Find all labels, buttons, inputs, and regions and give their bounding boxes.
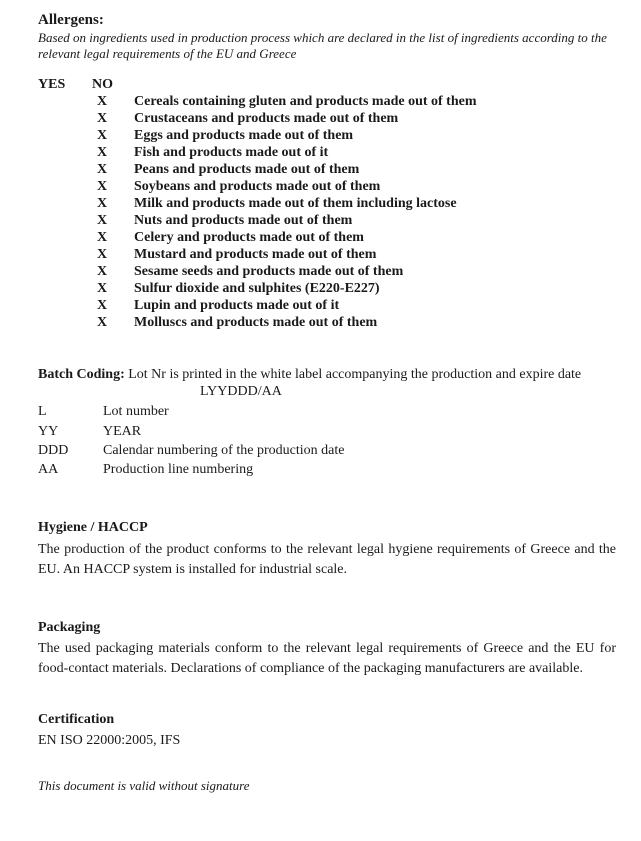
allergen-no-mark: X <box>97 179 108 194</box>
allergen-label: Sesame seeds and products made out of them <box>134 264 404 279</box>
allergen-label: Eggs and products made out of them <box>134 128 354 143</box>
allergen-no-mark: X <box>97 264 108 279</box>
allergen-no-mark: X <box>97 162 108 177</box>
batch-code-desc: YEAR <box>103 424 142 439</box>
allergen-row <box>0 264 641 281</box>
allergen-row <box>0 281 641 298</box>
allergen-label: Celery and products made out of them <box>134 230 364 245</box>
allergen-no-mark: X <box>97 315 108 330</box>
signature-note: This document is valid without signature <box>38 778 250 793</box>
allergen-row <box>0 247 641 264</box>
allergen-no-mark: X <box>97 298 108 313</box>
allergen-row <box>0 213 641 230</box>
allergen-no-mark: X <box>97 196 108 211</box>
hygiene-title: Hygiene / HACCP <box>38 520 148 535</box>
allergen-label: Molluscs and products made out of them <box>134 315 378 330</box>
allergens-note: Based on ingredients used in production process which are declared in the list of ingredients according to the relevant legal requirements of the EU and Greece <box>38 30 607 61</box>
allergen-no-mark: X <box>97 128 108 143</box>
batch-code: DDD <box>38 443 69 458</box>
allergen-row <box>0 145 641 162</box>
allergen-row <box>0 94 641 111</box>
certification-value: EN ISO 22000:2005, IFS <box>38 733 181 748</box>
batch-code-row <box>38 404 598 424</box>
batch-code: L <box>38 404 47 419</box>
batch-code-row <box>38 443 598 463</box>
allergen-no-mark: X <box>97 145 108 160</box>
allergen-row <box>0 162 641 179</box>
allergen-row <box>0 128 641 145</box>
allergen-row <box>0 196 641 213</box>
batch-format: LYYDDD/AA <box>200 384 282 399</box>
allergen-no-mark: X <box>97 94 108 109</box>
batch-coding-text: Lot Nr is printed in the white label accompanying the production and expire date <box>124 367 582 382</box>
allergen-list <box>0 94 641 332</box>
batch-code-row <box>38 424 598 444</box>
allergen-row <box>0 111 641 128</box>
packaging-title: Packaging <box>38 620 101 635</box>
hygiene-text: The production of the product conforms to the relevant legal hygiene requirements of Greece and the EU. An HACCP system is installed for industrial scale. <box>38 542 616 577</box>
allergen-no-mark: X <box>97 281 108 296</box>
batch-code-row <box>38 462 598 482</box>
allergen-row <box>0 179 641 196</box>
allergen-label: Cereals containing gluten and products made out of them <box>134 94 477 109</box>
batch-code: AA <box>38 462 59 477</box>
batch-code: YY <box>38 424 59 439</box>
allergen-no-mark: X <box>97 230 108 245</box>
allergens-title: Allergens: <box>38 12 104 28</box>
allergen-label: Mustard and products made out of them <box>134 247 377 262</box>
allergen-no-mark: X <box>97 111 108 126</box>
allergen-label: Peans and products made out of them <box>134 162 360 177</box>
packaging-text: The used packaging materials conform to the relevant legal requirements of Greece and the EU for food-contact materials. Declarations of compliance of the packaging manufacturers are available. <box>38 641 616 676</box>
allergen-row <box>0 298 641 315</box>
batch-code-desc: Lot number <box>103 404 169 419</box>
allergen-label: Lupin and products made out of it <box>134 298 340 313</box>
allergen-label: Milk and products made out of them including lactose <box>134 196 457 211</box>
batch-coding-label: Batch Coding: <box>38 367 125 382</box>
certification-title: Certification <box>38 712 115 727</box>
allergen-row <box>0 315 641 332</box>
column-header-no: NO <box>92 77 113 92</box>
allergen-row <box>0 230 641 247</box>
allergen-label: Fish and products made out of it <box>134 145 329 160</box>
allergen-label: Nuts and products made out of them <box>134 213 353 228</box>
allergen-label: Crustaceans and products made out of them <box>134 111 399 126</box>
allergen-no-mark: X <box>97 213 108 228</box>
allergen-label: Sulfur dioxide and sulphites (E220-E227) <box>134 281 380 296</box>
allergen-label: Soybeans and products made out of them <box>134 179 381 194</box>
column-header-yes: YES <box>38 77 66 92</box>
batch-code-desc: Calendar numbering of the production date <box>103 443 345 458</box>
batch-code-desc: Production line numbering <box>103 462 254 477</box>
allergen-no-mark: X <box>97 247 108 262</box>
batch-coding-line <box>38 367 581 383</box>
